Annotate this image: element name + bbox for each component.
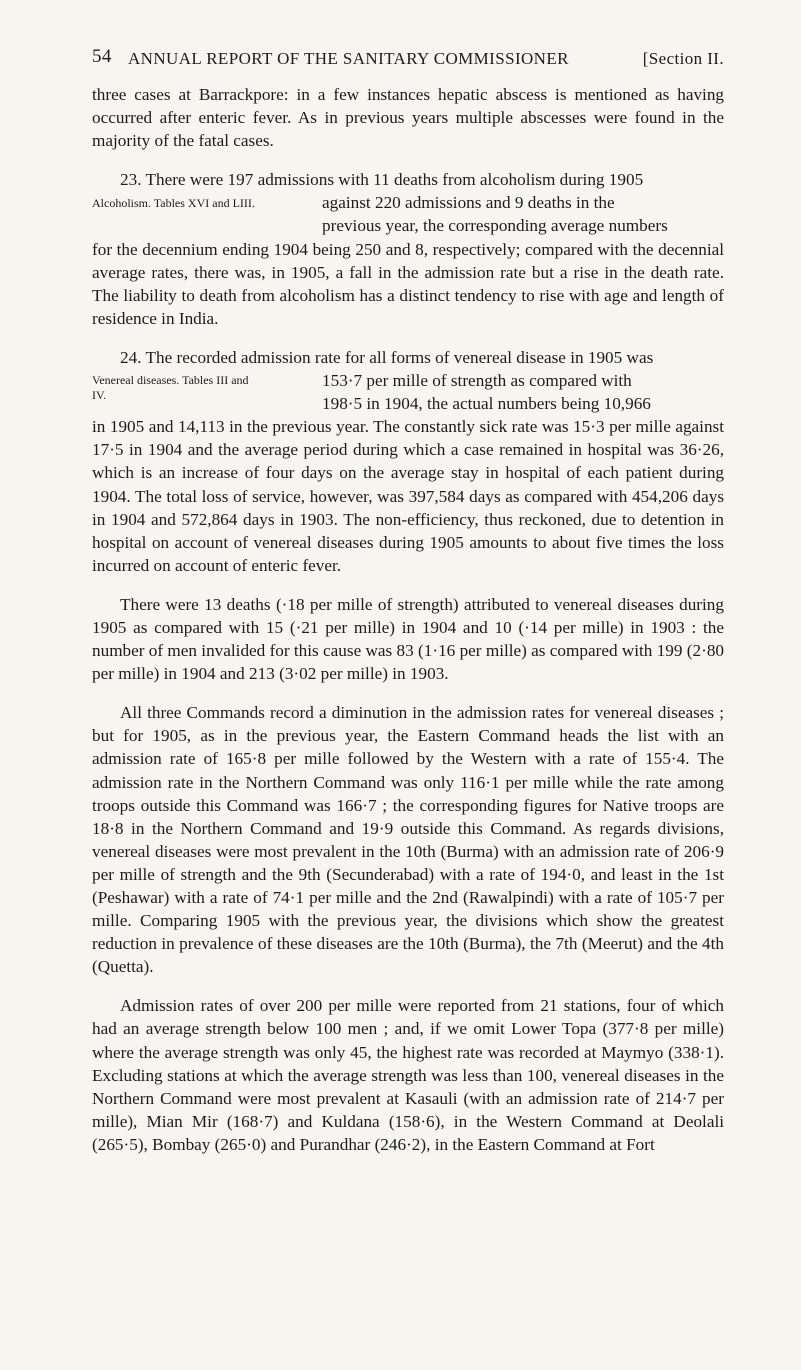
text-line: 24. The recorded admission rate for all forms of venereal disease in 1905 was bbox=[120, 347, 654, 367]
text-line: 1st (Peshawar) with a rate of 74·1 per mille and the 2nd (Rawalpindi) with a bbox=[92, 864, 725, 907]
paragraph-deaths bbox=[92, 593, 724, 685]
text-line: in 1903. The non-efficiency, thus reckoned, due to detention in hospital on bbox=[92, 509, 724, 552]
text-line: per mille) in 1903. bbox=[320, 664, 449, 684]
text-line: list with an admission rate of 165·8 per mille followed by the Western with a rate bbox=[92, 726, 724, 769]
side-text bbox=[322, 191, 724, 237]
text-line: diseases during 1905 as compared with 15 (·21 per mille) in 1904 and 10 bbox=[92, 594, 724, 637]
body-text bbox=[92, 83, 724, 1156]
text-line: strength and the 9th (Secunderabad) with a rate of 194·0, and least in the bbox=[180, 864, 699, 884]
text-line: which show the greatest reduction in prevalence of these diseases are the bbox=[92, 911, 725, 954]
text-line: account of venereal diseases during 1905 amounts to about five times the loss bbox=[174, 532, 724, 552]
text-line: of which had an average strength below 100 men ; and, if we omit Lower Topa bbox=[92, 996, 725, 1039]
text-line: previous year, the corresponding average numbers bbox=[322, 216, 668, 236]
text-line: against 220 admissions and 9 deaths in the bbox=[322, 193, 615, 213]
text-line: There were 13 deaths (·18 per mille of strength) attributed to venereal bbox=[120, 594, 613, 614]
page-number: 54 bbox=[92, 46, 112, 67]
text-line: 10th (Burma), the 7th (Meerut) and the 4th (Quetta). bbox=[92, 934, 725, 977]
text-line: prevalent in the 10th (Burma) with an admission rate of 206·9 per mille of bbox=[92, 841, 725, 884]
text-line: the decennial average rates, there was, in 1905, a fall in the admission rate but bbox=[92, 239, 725, 282]
section-label: [Section II. bbox=[642, 49, 724, 68]
text-line: All three Commands record a diminution in the admission rates for venereal bbox=[120, 703, 653, 723]
paragraph-24 bbox=[92, 346, 724, 577]
text-line: Bombay (265·0) and Purandhar (246·2), in the Eastern Command at Fort bbox=[152, 1134, 655, 1154]
text-line: incurred on account of enteric fever. bbox=[92, 555, 342, 575]
text-line: three cases at Barrackpore: in a few instances hepatic abscess is mentioned as bbox=[92, 85, 670, 104]
paragraph-stations bbox=[92, 994, 724, 1156]
text-line: diseases ; but for 1905, as in the previous year, the Eastern Command heads the bbox=[92, 703, 724, 746]
text-line: having occurred after enteric fever. As in previous years multiple abscesses were bbox=[92, 85, 725, 128]
text-line: recorded at Maymyo (338·1). Excluding stations at which the average bbox=[92, 1042, 724, 1085]
paragraph-23 bbox=[92, 168, 724, 330]
text-line: (·14 per mille) in 1903 : the number of men invalided for this cause was 83 bbox=[92, 617, 725, 661]
text-line: in 1905 and 14,113 in the previous year. The constantly sick rate was 15·3 per bbox=[92, 417, 632, 437]
text-line: (168·7) and Kuldana (158·6), in the Western Command at Deolali (265·5), bbox=[92, 1111, 725, 1154]
text-line: strength was less than 100, venereal diseases in the Northern Command were bbox=[92, 1065, 725, 1108]
text-line: found in the majority of the fatal cases. bbox=[92, 108, 725, 151]
text-line: per mille while the rate among troops outside this Command was 166·7 ; the bbox=[92, 772, 724, 815]
text-line: hospital of each patient during 1904. The total loss of service, however, was bbox=[92, 463, 725, 506]
side-text bbox=[322, 369, 724, 415]
text-line: 23. There were 197 admissions with 11 deaths from alcoholism during 1905 bbox=[120, 170, 644, 190]
marginal-note-alcoholism: Alcoholism. Tables XVI and LIII. bbox=[92, 196, 255, 211]
sidenote-row bbox=[92, 191, 724, 237]
text-line: 19·9 outside this Command. As regards divisions, venereal diseases were most bbox=[92, 818, 724, 861]
text-line: for the decennium ending 1904 being 250 and 8, respectively; compared with bbox=[92, 239, 628, 259]
marginal-note-line: IV. bbox=[92, 388, 107, 403]
text-line: 397,584 days as compared with 454,206 days in 1904 and 572,864 days bbox=[92, 486, 725, 529]
sidenote-row bbox=[92, 369, 724, 415]
text-line: most prevalent at Kasauli (with an admission rate of 214·7 per mille), Mian Mir bbox=[92, 1088, 724, 1131]
page-header bbox=[92, 36, 724, 70]
paragraph-commands bbox=[92, 701, 724, 978]
text-line: 153·7 per mille of strength as compared with bbox=[322, 371, 632, 391]
text-line: corresponding figures for Native troops are 18·8 in the Northern Command and bbox=[92, 795, 724, 838]
text-line: (1·16 per mille) as compared with 199 (2·80 per mille) in 1904 and 213 (3·02 bbox=[92, 641, 725, 684]
marginal-note-venereal bbox=[92, 369, 322, 403]
text-line: rate of 105·7 per mille. Comparing 1905 with the previous year, the divisions bbox=[92, 888, 725, 931]
text-line: a rise in the death rate. The liability to death from alcoholism has a distinct bbox=[92, 262, 724, 305]
text-line: tendency to rise with age and length of residence in India. bbox=[92, 285, 724, 328]
text-line: of 155·4. The admission rate in the Northern Command was only 116·1 bbox=[92, 749, 724, 792]
text-line: (377·8 per mille) where the average strength was only 45, the highest rate was bbox=[92, 1019, 724, 1062]
running-title: ANNUAL REPORT OF THE SANITARY COMMISSIONER bbox=[128, 49, 569, 68]
text-line: 198·5 in 1904, the actual numbers being 10,966 bbox=[322, 394, 651, 414]
text-line: in hospital was 36·26, which is an increase of four days on the average stay in bbox=[92, 440, 725, 483]
text-line: mille against 17·5 in 1904 and the average period during which a case remained bbox=[92, 417, 724, 460]
text-line: Admission rates of over 200 per mille were reported from 21 stations, four bbox=[120, 996, 656, 1016]
paragraph-continuation bbox=[92, 83, 724, 152]
marginal-note-line: Venereal diseases. Tables III and bbox=[92, 373, 249, 388]
